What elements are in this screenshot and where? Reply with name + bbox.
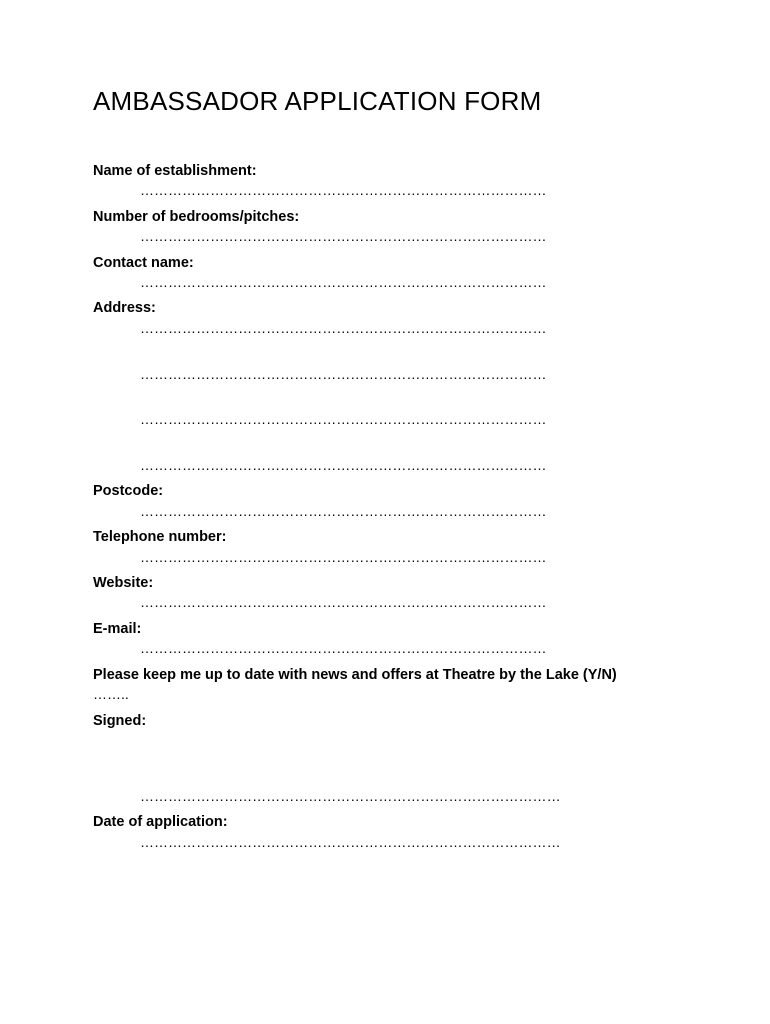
address-label: Address: (93, 300, 156, 316)
address-field-line-2[interactable]: …………………………………………………………………………… (140, 366, 547, 382)
postcode-field[interactable]: …………………………………………………………………………… (140, 503, 547, 519)
email-field[interactable]: …………………………………………………………………………… (140, 640, 547, 656)
date-label: Date of application: (93, 814, 228, 830)
address-field-line-3[interactable]: …………………………………………………………………………… (140, 411, 547, 427)
establishment-label: Name of establishment: (93, 163, 257, 179)
newsletter-label: Please keep me up to date with news and offers at Theatre by the Lake (Y/N) (93, 667, 617, 683)
date-field[interactable]: ……………………………………………………………………………… (140, 834, 561, 850)
establishment-field[interactable]: …………………………………………………………………………… (140, 182, 547, 198)
form-title: AMBASSADOR APPLICATION FORM (93, 86, 542, 116)
newsletter-yn-field[interactable]: …….. (93, 686, 129, 702)
email-label: E-mail: (93, 621, 142, 637)
contact-name-field[interactable]: …………………………………………………………………………… (140, 274, 547, 290)
bedrooms-label: Number of bedrooms/pitches: (93, 209, 300, 225)
contact-name-label: Contact name: (93, 255, 194, 271)
telephone-field[interactable]: …………………………………………………………………………… (140, 549, 547, 565)
address-field-line-1[interactable]: …………………………………………………………………………… (140, 320, 547, 336)
website-label: Website: (93, 575, 154, 591)
address-field-line-4[interactable]: …………………………………………………………………………… (140, 457, 547, 473)
signature-field[interactable]: ……………………………………………………………………………… (140, 788, 561, 804)
telephone-label: Telephone number: (93, 529, 227, 545)
bedrooms-field[interactable]: …………………………………………………………………………… (140, 228, 547, 244)
signed-label: Signed: (93, 713, 147, 729)
website-field[interactable]: …………………………………………………………………………… (140, 594, 547, 610)
postcode-label: Postcode: (93, 483, 164, 499)
